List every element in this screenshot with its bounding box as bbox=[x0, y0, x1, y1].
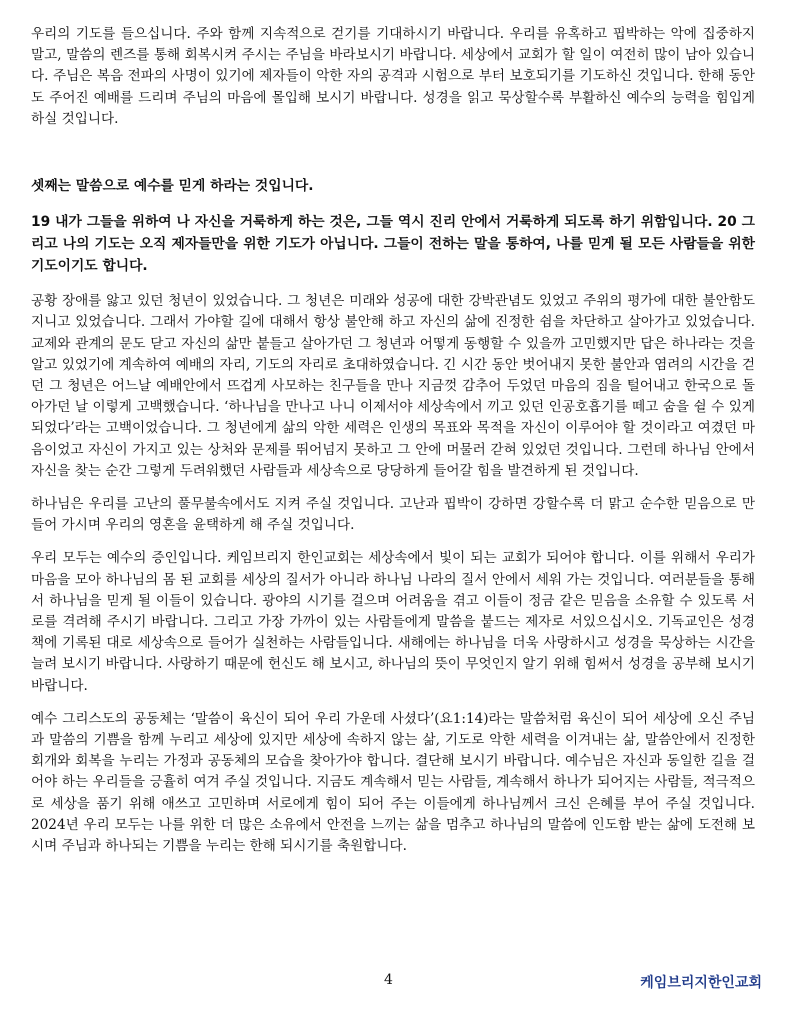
paragraph-suffering: 하나님은 우리를 고난의 풀무불속에서도 지켜 주실 것입니다. 고난과 핍박이 강하면 강할수록 더 맑고 순수한 믿음으로 만들어 가시며 우리의 영혼을 윤택하게 해 주실 것입니다. bbox=[31, 496, 755, 534]
section-heading: 셋째는 말씀으로 예수를 믿게 하라는 것입니다. bbox=[31, 178, 314, 195]
paragraph-testimony: 공황 장애를 앓고 있던 청년이 있었습니다. 그 청년은 미래와 성공에 대한 강박관념도 있었고 주위의 평가에 대한 불안함도 지니고 있었습니다. 그래서 가야할 길에 대해서 항상 불안해 하고 자신의 삶에 진정한 쉼을 차단하고 살아가고 있었습니다. 교제와 관계의 문도 닫고 자신의 삶만 붙들고 살아가던 그 청년과 어떻게 동행할 수 있을까 고민했지만 답은 하나라는 것을 알고 있었기에 계속하여 예배의 자리, 기도의 자리로 초대하였습니다. 긴 시간 동안 벗어내지 못한 불안과 염려의 시간을 걷던 그 청년은 어느날 예배안에서 뜨겁게 사모하는 친구들을 만나 지금껏 감추어 두었던 마음의 짐을 털어내고 한국으로 돌아가던 날 이렇게 고백했습니다. ‘하나님을 만나고 나니 이제서야 세상속에서 끼고 있던 인공호흡기를 떼고 숨을 쉴 수 있게 되었다’라는 고백이었습니다. 그 청년에게 삶의 악한 세력은 인생의 목표와 목적을 자신이 이루어야 할 것이라고 여겼던 마음이었고 자신이 가지고 있는 상처와 문제를 뛰어넘지 못하고 그 안에 머물러 갇혀 있었던 것입니다. 그런데 하나님 안에서 자신을 찾는 순간 그렇게 두려워했던 사람들과 세상속으로 당당하게 들어갈 힘을 발견하게 된 것입니다. bbox=[31, 293, 755, 479]
paragraph-prayer: 우리의 기도를 들으십니다. 주와 함께 지속적으로 걷기를 기대하시기 바랍니다. 우리를 유혹하고 핍박하는 악에 집중하지 말고, 말씀의 렌즈를 통해 회복시켜 주시는 주님을 바라보시기 바랍니다. 세상에서 교회가 할 일이 여전히 많이 남아 있습니다. 주님은 복음 전파의 사명이 있기에 제자들이 악한 자의 공격과 시험으로 부터 보호되기를 기도하신 것입니다. 한해 동안도 주어진 예배를 드리며 주님의 마음에 몰입해 보시기 바랍니다. 성경을 읽고 묵상할수록 부활하신 예수의 능력을 힘입게 하실 것입니다. bbox=[31, 26, 755, 127]
church-name: 케임브리지한인교회 bbox=[640, 975, 762, 991]
document-body bbox=[31, 24, 755, 869]
page-footer bbox=[0, 972, 790, 996]
paragraph-witness: 우리 모두는 예수의 증인입니다. 케임브리지 한인교회는 세상속에서 빛이 되는 교회가 되어야 합니다. 이를 위해서 우리가 마음을 모아 하나님의 몸 된 교회를 세상의 질서가 아니라 하나님 나라의 질서 안에서 세워 가는 것입니다. 여러분들을 통해서 하나님을 믿게 될 이들이 있습니다. 광야의 시기를 걸으며 어려움을 겪고 이들이 정금 같은 믿음을 소유할 수 있도록 서로를 격려해 주시기 바랍니다. 그리고 가장 가까이 있는 사람들에게 말씀을 붙드는 제자로 서있으십시오. 기독교인은 성경책에 기록된 대로 세상속으로 들어가 실천하는 사람들입니다. 새해에는 하나님을 더욱 사랑하시고 성경을 묵상하는 시간을 늘려 보시기 바랍니다. 사랑하기 때문에 헌신도 해 보시고, 하나님의 뜻이 무엇인지 알기 위해 힘써서 성경을 공부해 보시기 바랍니다. bbox=[31, 550, 755, 694]
paragraph-community: 예수 그리스도의 공동체는 ‘말씀이 육신이 되어 우리 가운데 사셨다’(요1:14)라는 말씀처럼 육신이 되어 세상에 오신 주님과 말씀의 기쁨을 함께 누리고 세상에 있지만 세상에 속하지 않는 삶, 기도로 악한 세력을 이겨내는 삶, 말씀안에서 진정한 회개와 회복을 누리는 가정과 공동체의 모습을 찾아가야 합니다. 결단해 보시기 바랍니다. 예수님은 자신과 동일한 길을 걸어야 하는 우리들을 긍휼히 여겨 주실 것입니다. 지금도 계속해서 믿는 사람들, 계속해서 하나가 되어지는 사람들, 적극적으로 세상을 품기 위해 애쓰고 고민하며 서로에게 힘이 되어 주는 이들에게 하나님께서 크신 은혜를 부어 주실 것입니다. 2024년 우리 모두는 나를 위한 더 많은 소유에서 안전을 느끼는 삶을 멈추고 하나님의 말씀에 인도함 받는 삶에 도전해 보시며 주님과 하나되는 기쁨을 누리는 한해 되시기를 축원합니다. bbox=[31, 710, 755, 855]
page-number: 4 bbox=[384, 972, 393, 988]
scripture-verse: 19 내가 그들을 위하여 나 자신을 거룩하게 하는 것은, 그들 역시 진리 안에서 거룩하게 되도록 하기 위함입니다. 20 그리고 나의 기도는 오직 제자들만을 위한 기도가 아닙니다. 그들이 전하는 말을 통하여, 나를 믿게 될 모든 사람들을 위한 기도이기도 합니다. bbox=[31, 214, 755, 275]
